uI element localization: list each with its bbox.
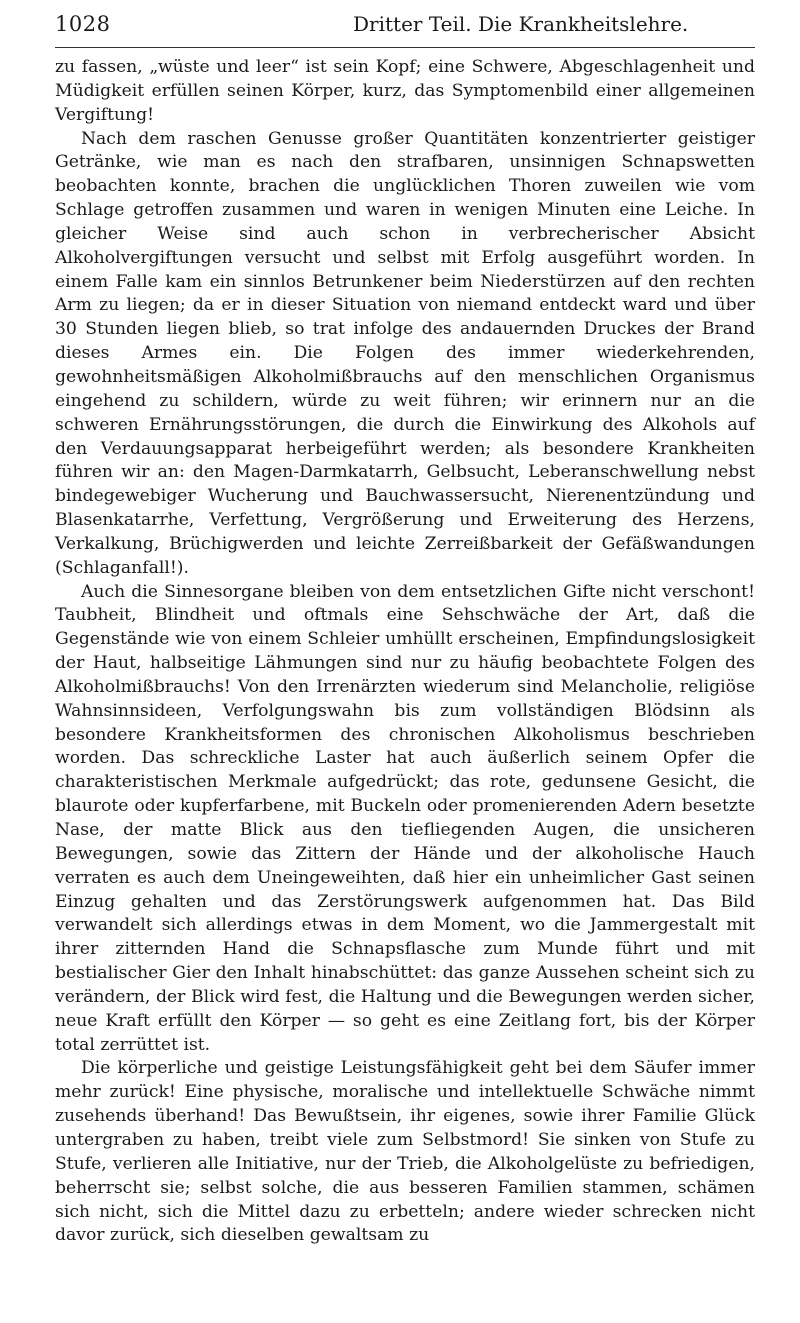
page-header bbox=[55, 12, 755, 48]
paragraph: zu fassen, „wüste und leer“ ist sein Kopf; eine Schwere, Abgeschlagenheit und Müdigkeit erfüllen seinen Körper, kurz, das Symptomenbild einer allgemeinen Vergiftung! bbox=[55, 57, 755, 125]
header-rule bbox=[55, 47, 755, 48]
paragraph: Die körperliche und geistige Leistungsfähigkeit geht bei dem Säufer immer mehr zurück! Eine physische, moralische und intellektuelle Schwäche nimmt zusehends überhand! Das Bewußtsein, ihr eigenes, sowie ihrer Familie Glück untergraben zu haben, treibt viele zum Selbstmord! Sie sinken von Stufe zu Stufe, verlieren alle Initiative, nur der Trieb, die Alkoholgelüste zu befriedigen, beherrscht sie; selbst solche, die aus besseren Familien stammen, schämen sich nicht, sich die Mittel dazu zu erbetteln; andere wieder schrecken nicht davor zurück, sich dieselben gewaltsam zu bbox=[55, 1058, 755, 1246]
body-text bbox=[55, 56, 755, 1248]
paragraph: Auch die Sinnesorgane bleiben von dem entsetzlichen Gifte nicht verschont! Taubheit, Blindheit und oftmals eine Sehschwäche der Art, daß die Gegenstände wie von einem Schleier umhüllt erscheinen, Empfindungslosigkeit der Haut, halbseitige Lähmungen sind nur zu häufig beobachtete Folgen des Alkoholmißbrauchs! Von den Irrenärzten wiederum sind Melancholie, religiöse Wahnsinnsideen, Verfolgungswahn bis zum vollständigen Blödsinn als besondere Krankheitsformen des chronischen Alkoholismus beschrieben worden. Das schreckliche Laster hat auch äußerlich seinem Opfer die charakteristischen Merkmale aufgedrückt; das rote, gedunsene Gesicht, die blaurote oder kupferfarbene, mit Buckeln oder promenierenden Adern besetzte Nase, der matte Blick aus den tiefliegenden Augen, die unsicheren Bewegungen, sowie das Zittern der Hände und der alkoholische Hauch verraten es auch dem Uneingeweihten, daß hier ein unheimlicher Gast seinen Einzug gehalten und das Zerstörungswerk aufgenommen hat. Das Bild verwandelt sich allerdings etwas in dem Moment, wo die Jammergestalt mit ihrer zitternden Hand die Schnapsflasche zum Munde führt und mit bestialischer Gier den Inhalt hinabschüttet: das ganze Aussehen scheint sich zu verändern, der Blick wird fest, die Haltung und die Bewegungen werden sicher, neue Kraft erfüllt den Körper — so geht es eine Zeitlang fort, bis der Körper total zerrüttet ist. bbox=[55, 581, 755, 1055]
page-number: 1028 bbox=[55, 12, 111, 36]
book-page bbox=[55, 0, 755, 1323]
paragraph: Nach dem raschen Genusse großer Quantitäten konzentrierter geistiger Getränke, wie man es nach den strafbaren, unsinnigen Schnapswetten beobachten konnte, brachen die unglücklichen Thoren zuweilen wie vom Schlage getroffen zusammen und waren in wenigen Minuten eine Leiche. In gleicher Weise sind auch schon in verbrecherischer Absicht Alkoholvergiftungen versucht und selbst mit Erfolg ausgeführt worden. In einem Falle kam ein sinnlos Betrunkener beim Niederstürzen auf den rechten Arm zu liegen; da er in dieser Situation von niemand entdeckt ward und über 30 Stunden liegen blieb, so trat infolge des andauernden Druckes der Brand dieses Armes ein. Die Folgen des immer wiederkehrenden, gewohnheitsmäßigen Alkoholmißbrauchs auf den menschlichen Organismus eingehend zu schildern, würde zu weit führen; wir erinnern nur an die schweren Ernährungsstörungen, die durch die Einwirkung des Alkohols auf den Verdauungsapparat herbeigeführt werden; als besondere Krankheiten führen wir an: den Magen-Darmkatarrh, Gelbsucht, Leberanschwellung nebst bindegewebiger Wucherung und Bauchwassersucht, Nierenentzündung und Blasenkatarrhe, Verfettung, Vergrößerung und Erweiterung des Herzens, Verkalkung, Brüchigwerden und leichte Zerreißbarkeit der Gefäßwandungen (Schlaganfall!). bbox=[55, 128, 755, 578]
running-head: Dritter Teil. Die Krankheitslehre. bbox=[353, 12, 689, 36]
